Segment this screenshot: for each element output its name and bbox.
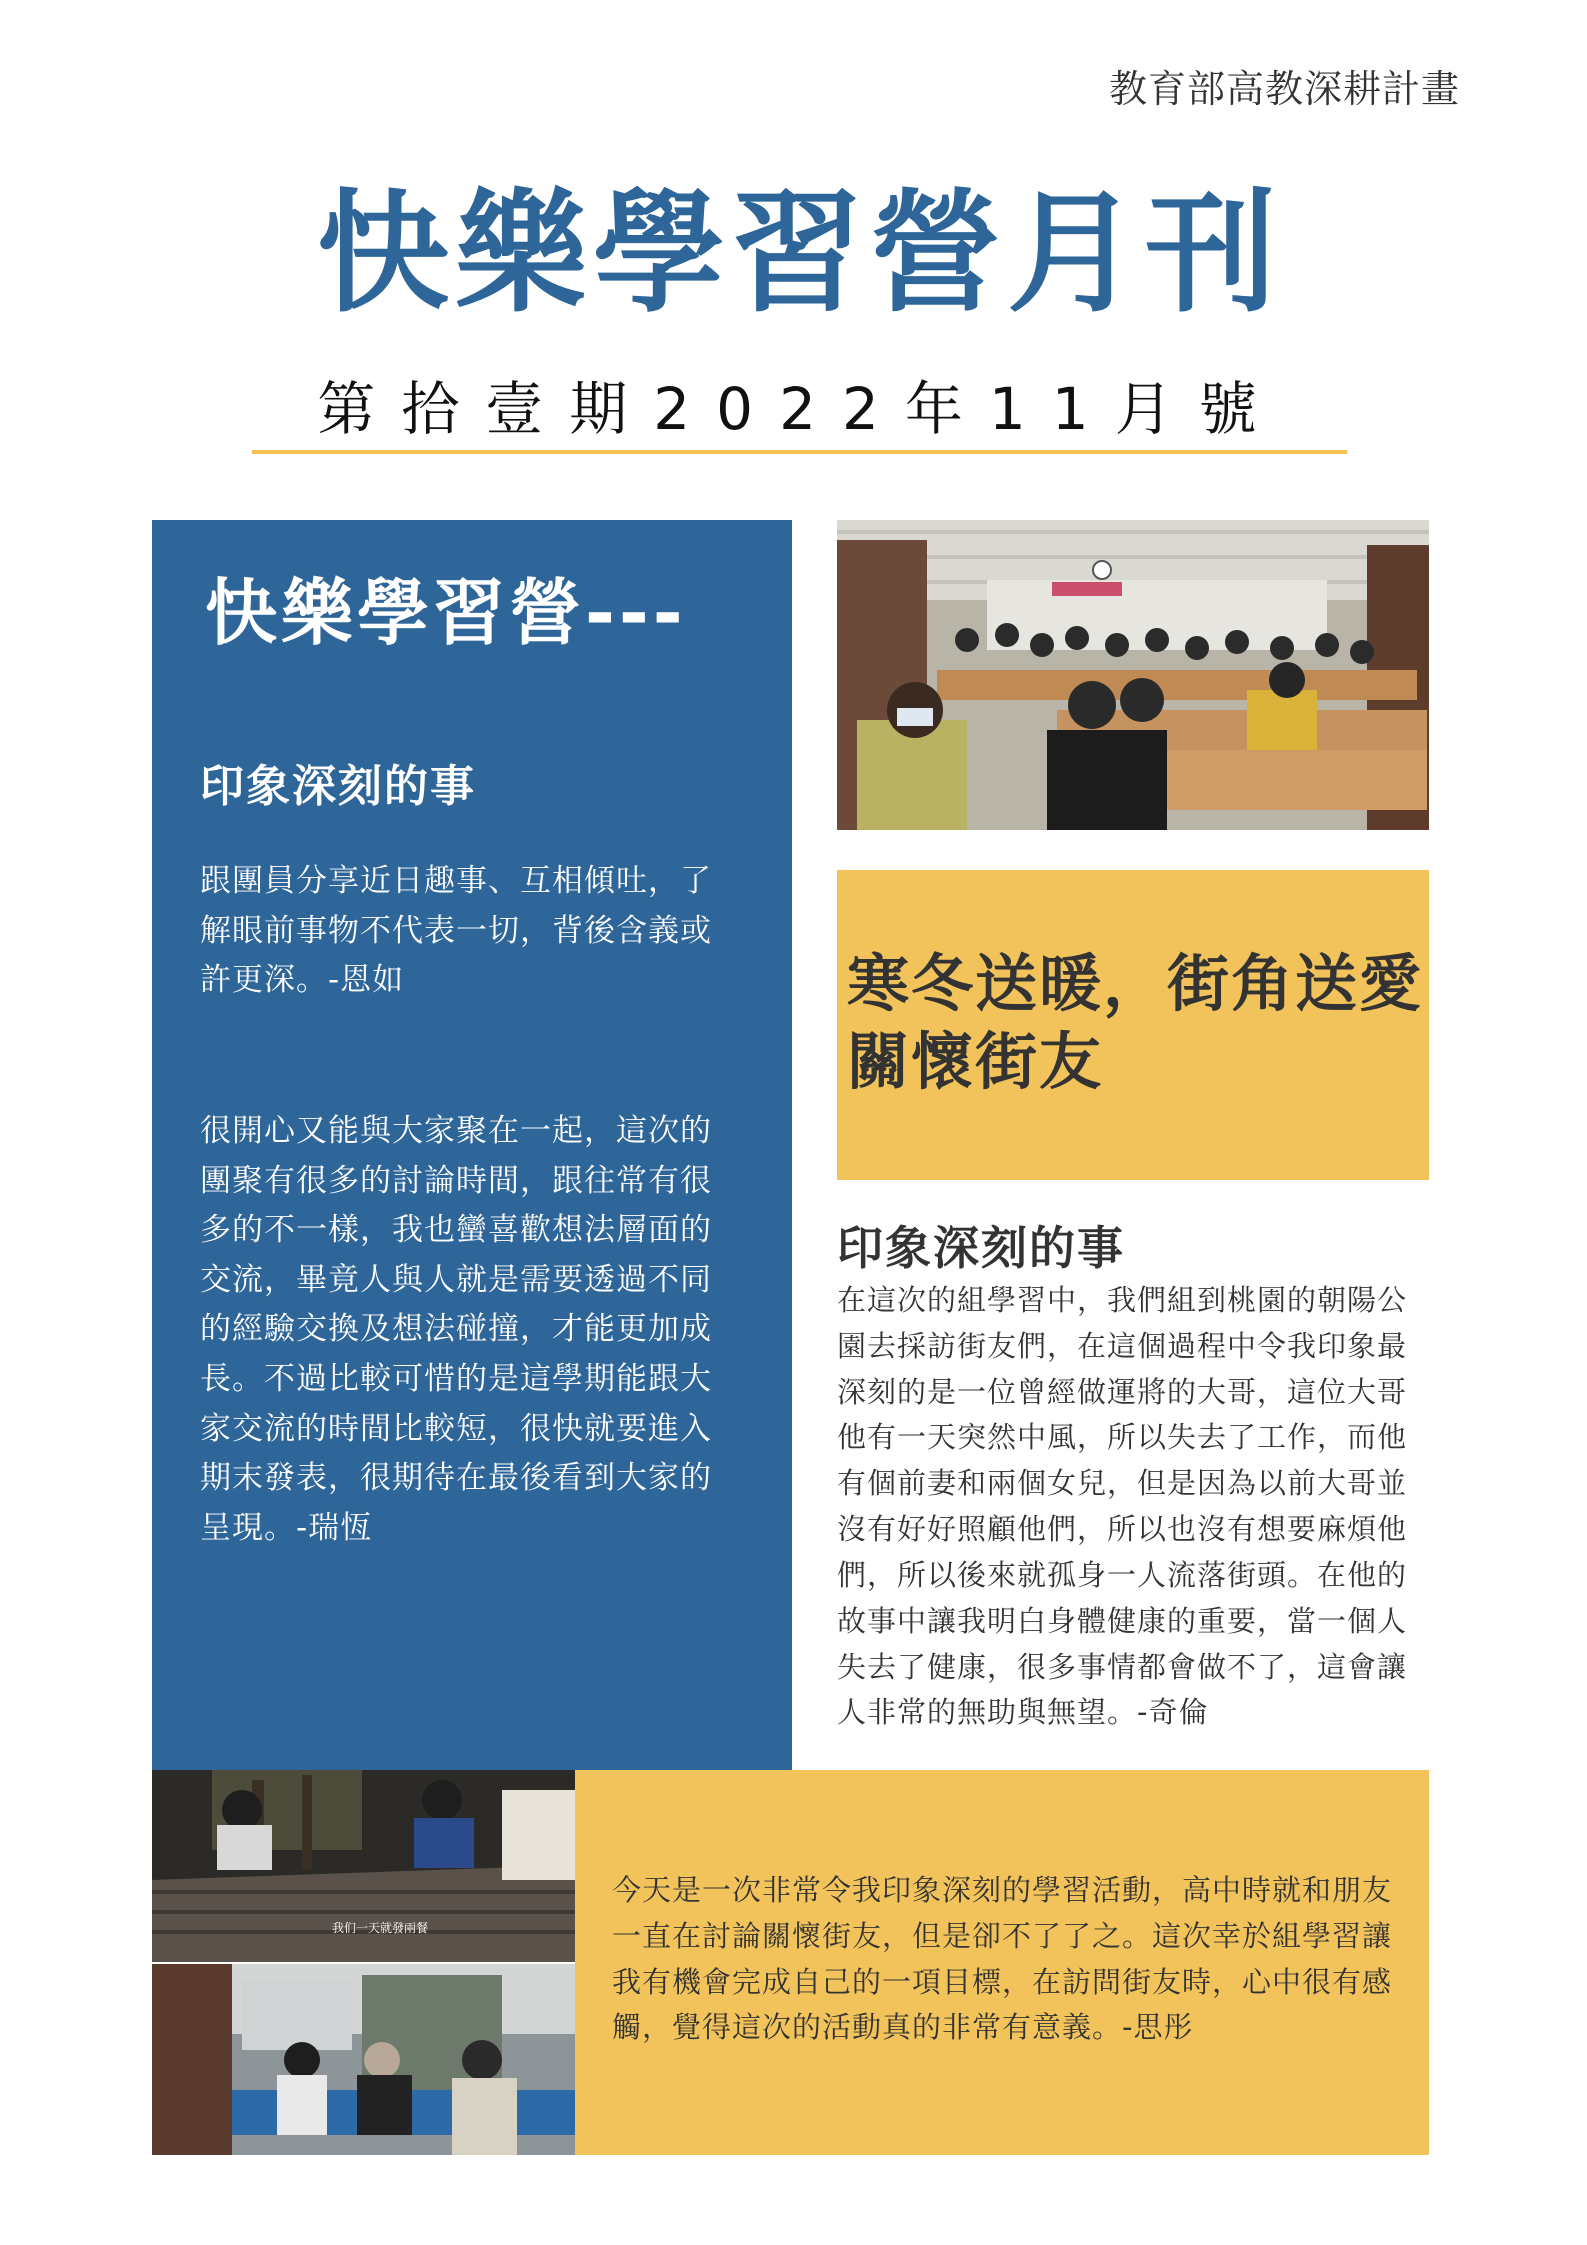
story-subheading: 印象深刻的事	[837, 1221, 1125, 1275]
panel-paragraph-2: 很開心又能與大家聚在一起，這次的團聚有很多的討論時間，跟往常有很多的不一樣，我也蠻喜歡想法層面的交流，畢竟人與人就是需要透過不同的經驗交換及想法碰撞，才能更加成長。不過比較可惜的是這學期能跟大家交流的時間比較短，很快就要進入期末發表，很期待在最後看到大家的呈現。-瑞恆	[200, 1113, 712, 1546]
issue-line: 第拾壹期2022年11月號	[317, 375, 1283, 443]
classroom-group-photo	[837, 520, 1429, 830]
program-label: 教育部高教深耕計畫	[1108, 67, 1460, 111]
bottom-paragraph: 今天是一次非常令我印象深刻的學習活動，高中時就和朋友一直在討論關懷街友，但是卻不了了之。這次幸於組學習讓我有機會完成自己的一項目標，在訪問街友時，心中很有感觸，覺得這次的活動真的非常有意義。-思彤	[612, 1873, 1393, 2045]
story-paragraph: 在這次的組學習中，我們組到桃園的朝陽公園去採訪街友們，在這個過程中令我印象最深刻的是一位曾經做運將的大哥，這位大哥他有一天突然中風，所以失去了工作，而他有個前妻和兩個女兒，但是因為以前大哥並沒有好好照顧他們，所以也沒有想要麻煩他們，所以後來就孤身一人流落街頭。在他的故事中讓我明白身體健康的重要，當一個人失去了健康，很多事情都會做不了，這會讓人非常的無助與無望。-奇倫	[837, 1283, 1408, 1730]
highlight-heading: 寒冬送暖，街角送愛關懷街友	[847, 947, 1424, 1098]
photo-caption: 我们一天就發兩餐	[332, 1921, 429, 1935]
newsletter-title: 快樂學習營月刊	[317, 177, 1283, 331]
title-underline	[252, 450, 1347, 454]
panel-subheading: 印象深刻的事	[200, 761, 476, 812]
panel-heading: 快樂學習營---	[205, 571, 687, 655]
panel-paragraph-1: 跟團員分享近日趣事、互相傾吐，了解眼前事物不代表一切，背後含義或許更深。-恩如	[200, 863, 712, 999]
activity-photos	[152, 1770, 575, 2155]
